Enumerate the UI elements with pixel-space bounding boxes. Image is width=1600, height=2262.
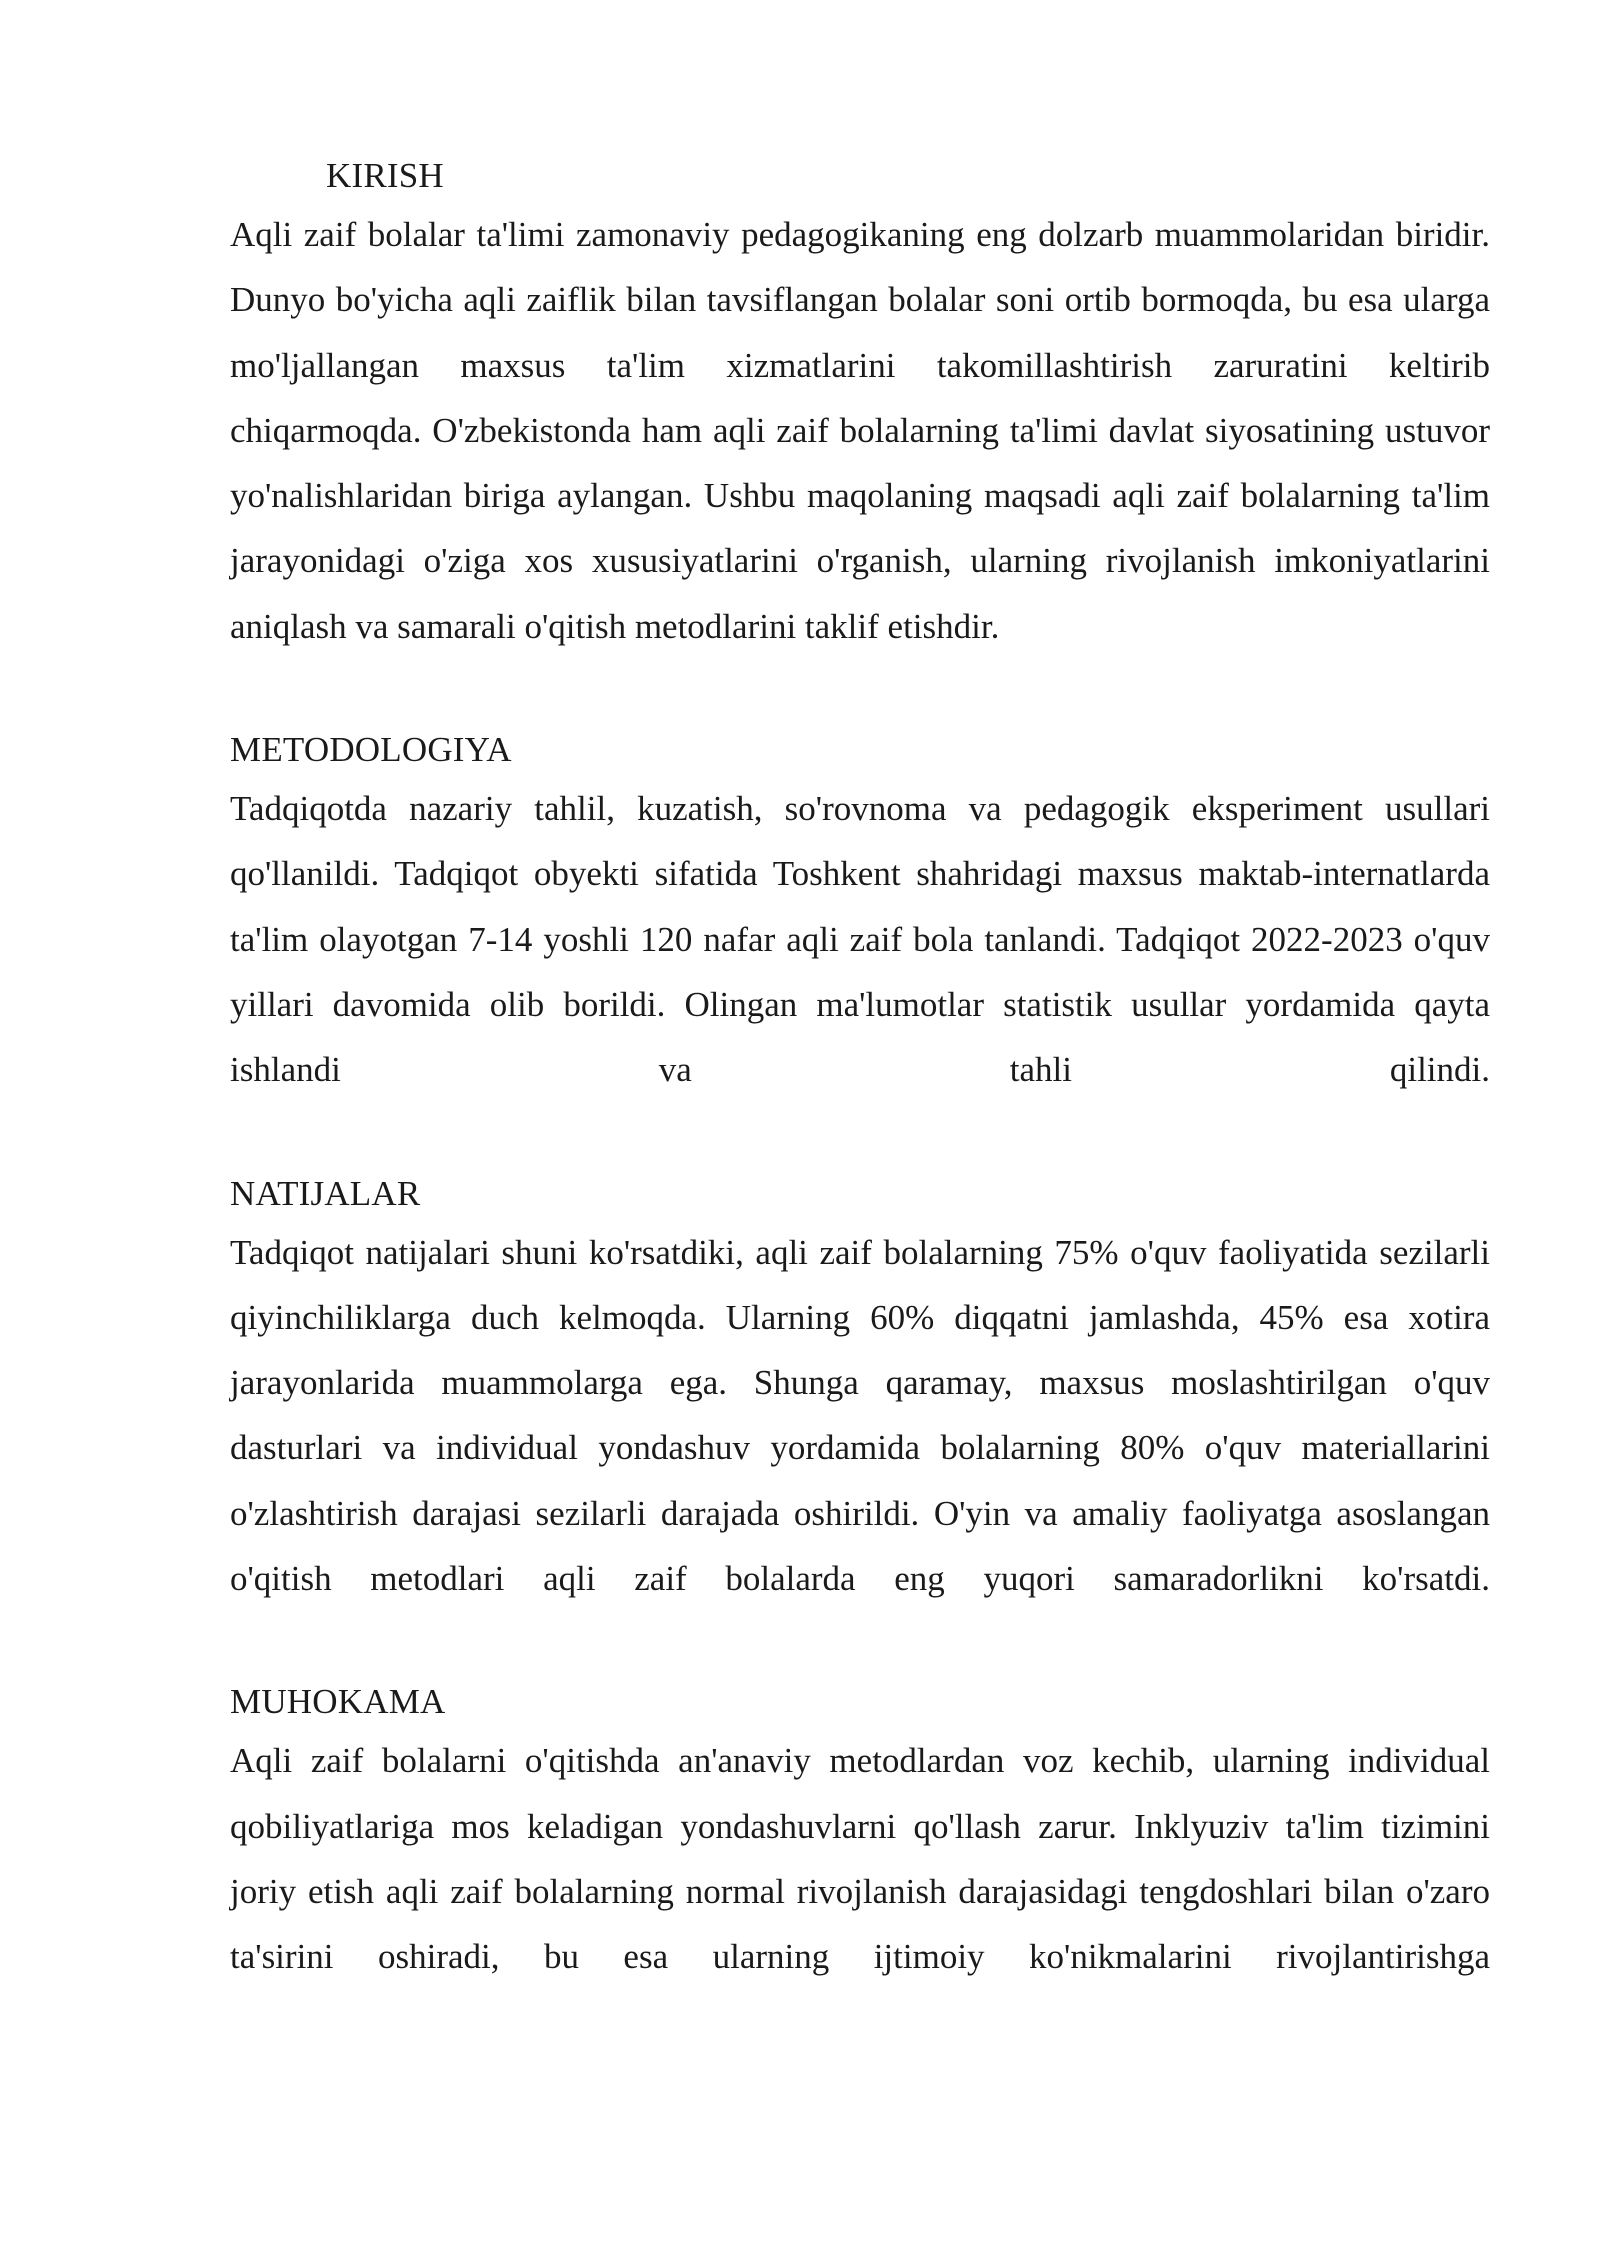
section-heading-metodologiya: METODOLOGIYA (230, 730, 512, 770)
section-body-metodologiya: Tadqiqotda nazariy tahlil, kuzatish, so'rovnoma va pedagogik eksperiment usullari qo'llanildi. Tadqiqot obyekti sifatida Toshkent shahridagi maxsus maktab-internatlarda ta'lim olayotgan 7-14 yoshli 120 nafar aqli zaif bola tanlandi. Tadqiqot 2022-2023 o'quv yillari davomida olib borildi. Olingan ma'lumotlar statistik usullar yordamida qayta ishlandi va tahli qilindi. (230, 789, 1490, 1090)
document-page (230, 150, 1490, 1990)
section-heading-kirish: KIRISH (326, 156, 444, 195)
section-heading-natijalar: NATIJALAR (230, 1173, 421, 1213)
section-body-kirish: Aqli zaif bolalar ta'limi zamonaviy pedagogikaning eng dolzarb muammolaridan biridir. Dunyo bo'yicha aqli zaiflik bilan tavsiflangan bolalar soni ortib bormoqda, bu esa ularga mo'ljallangan maxsus ta'lim xizmatlarini takomillashtirish zaruratini keltirib chiqarmoqda. O'zbekistonda ham aqli zaif bolalarning ta'limi davlat siyosatining ustuvor yo'nalishlaridan biriga aylangan. Ushbu maqolaning maqsadi aqli zaif bolalarning ta'lim jarayonidagi o'ziga xos xususiyatlarini o'rganish, ularning rivojlanish imkoniyatlarini aniqlash va samarali o'qitish metodlarini taklif etishdir. (230, 215, 1490, 646)
section-gap (230, 1611, 1490, 1676)
section-body-natijalar: Tadqiqot natijalari shuni ko'rsatdiki, aqli zaif bolalarning 75% o'quv faoliyatida sezilarli qiyinchiliklarga duch kelmoqda. Ularning 60% diqqatni jamlashda, 45% esa xotira jarayonlarida muammolarga ega. Shunga qaramay, maxsus moslashtirilgan o'quv dasturlari va individual yondashuv yordamida bolalarning 80% o'quv materiallarini o'zlashtirish darajasi sezilarli darajada oshirildi. O'yin va amaliy faoliyatga asoslangan o'qitish metodlari aqli zaif bolalarda eng yuqori samaradorlikni ko'rsatdi. (230, 1232, 1490, 1599)
section-body-muhokama: Aqli zaif bolalarni o'qitishda an'anaviy metodlardan voz kechib, ularning individual qobiliyatlariga mos keladigan yondashuvlarni qo'llash zarur. Inklyuziv ta'lim tizimini joriy etish aqli zaif bolalarning normal rivojlanish darajasidagi tengdoshlari bilan o'zaro ta'sirini oshiradi, bu esa ularning ijtimoiy ko'nikmalarini rivojlantirishga (230, 1741, 1490, 1977)
section-gap (230, 659, 1490, 724)
section-gap (230, 1103, 1490, 1168)
section-heading-muhokama: MUHOKAMA (230, 1682, 446, 1722)
